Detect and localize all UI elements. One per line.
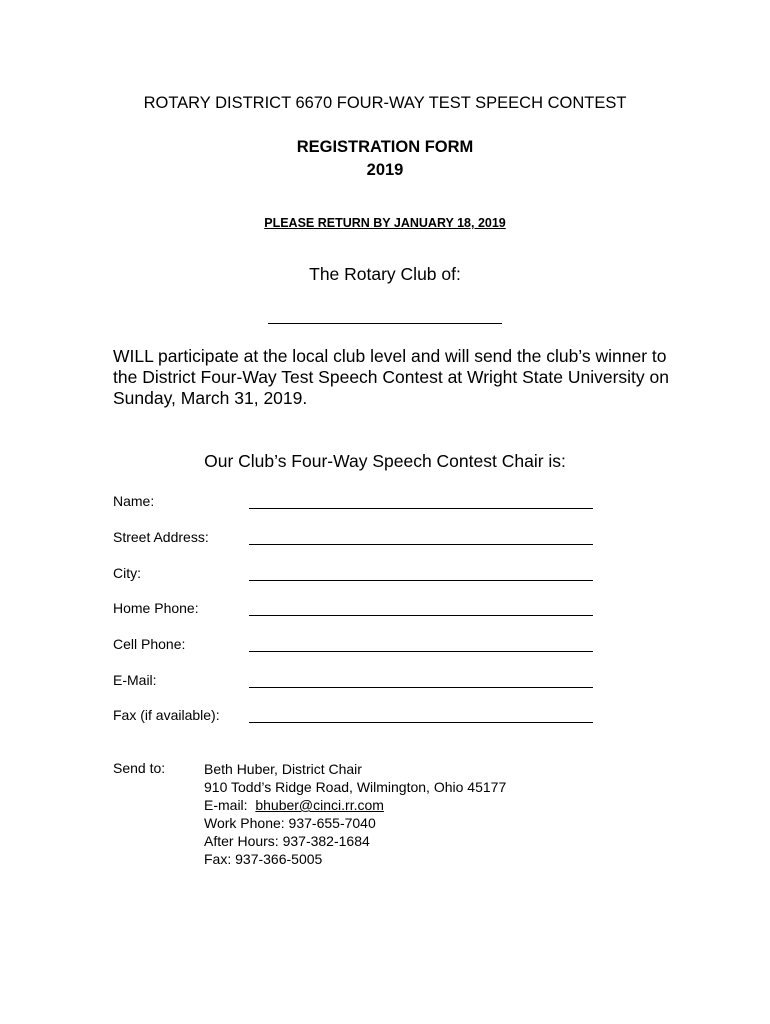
home-phone-field[interactable] <box>249 615 593 616</box>
cell-phone-label: Cell Phone: <box>113 636 186 652</box>
fax-label: Fax (if available): <box>113 707 220 723</box>
contact-fax: Fax: 937-366-5005 <box>204 851 323 867</box>
name-field[interactable] <box>249 508 593 509</box>
form-year: 2019 <box>366 161 404 179</box>
send-to-address-block <box>204 760 506 868</box>
return-deadline: PLEASE RETURN BY JANUARY 18, 2019 <box>264 216 506 230</box>
home-phone-label: Home Phone: <box>113 600 199 616</box>
fax-field[interactable] <box>249 722 593 723</box>
club-name-field[interactable] <box>268 323 502 324</box>
email-label: E-Mail: <box>113 672 157 688</box>
contact-street-address: 910 Todd’s Ridge Road, Wilmington, Ohio 45177 <box>204 779 507 795</box>
name-label: Name: <box>113 493 155 509</box>
contact-email-link[interactable]: bhuber@cinci.rr.com <box>255 797 384 813</box>
city-field[interactable] <box>249 580 593 581</box>
club-label: The Rotary Club of: <box>309 264 461 284</box>
contact-after-hours: After Hours: 937-382-1684 <box>204 833 370 849</box>
city-label: City: <box>113 565 141 581</box>
send-to-label: Send to: <box>113 760 166 776</box>
street-address-field[interactable] <box>249 544 593 545</box>
email-field[interactable] <box>249 687 593 688</box>
street-address-label: Street Address: <box>113 529 209 545</box>
contact-name: Beth Huber, District Chair <box>204 761 362 777</box>
contact-email-label: E-mail: <box>204 797 256 813</box>
contact-email-line <box>204 796 506 814</box>
participation-statement: WILL participate at the local club level and will send the club’s winner to the District Four-Way Test Speech Contest at Wright State University on Sunday, March 31, 2019. <box>113 346 670 408</box>
contact-work-phone: Work Phone: 937-655-7040 <box>204 815 376 831</box>
document-title: ROTARY DISTRICT 6670 FOUR-WAY TEST SPEECH CONTEST <box>143 94 627 112</box>
form-title: REGISTRATION FORM <box>296 138 474 156</box>
chair-heading: Our Club’s Four-Way Speech Contest Chair is: <box>204 451 566 471</box>
cell-phone-field[interactable] <box>249 651 593 652</box>
